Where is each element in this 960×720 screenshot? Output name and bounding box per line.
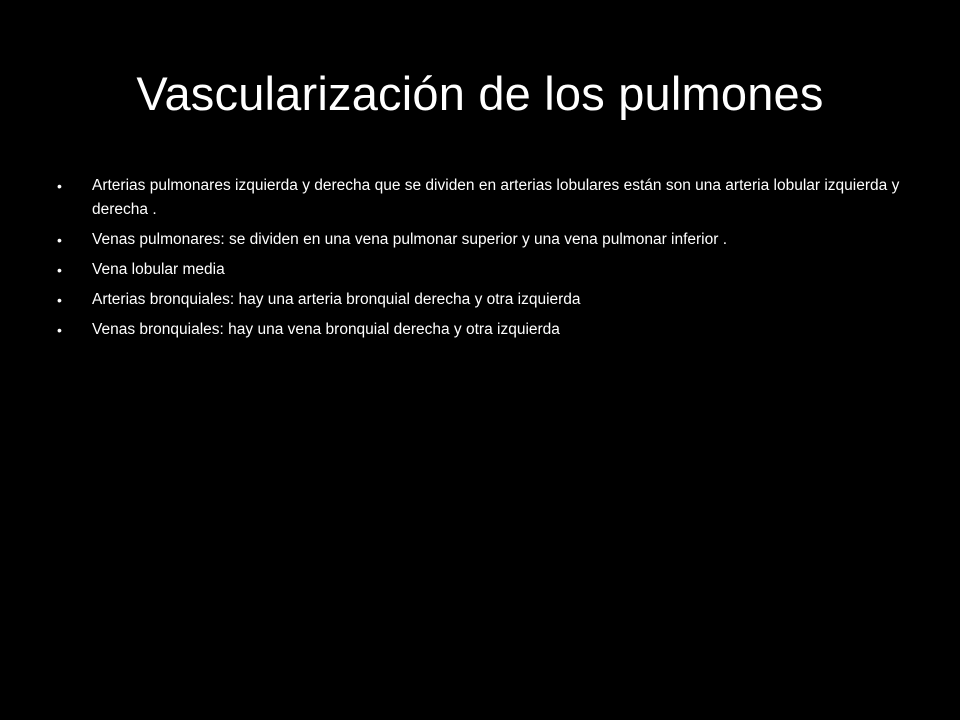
slide-title: Vascularización de los pulmones — [136, 67, 824, 120]
bullet-list — [57, 174, 907, 348]
bullet-text: Venas bronquiales: hay una vena bronquial derecha y otra izquierda — [92, 321, 560, 338]
bullet-text: Venas pulmonares: se dividen en una vena pulmonar superior y una vena pulmonar inferior . — [92, 231, 728, 248]
bullet-text: Arterias bronquiales: hay una arteria bronquial derecha y otra izquierda — [92, 291, 581, 308]
bullet-icon: • — [57, 178, 62, 194]
list-item — [57, 288, 907, 312]
bullet-icon: • — [57, 292, 62, 308]
list-item — [57, 318, 907, 342]
bullet-text: Vena lobular media — [92, 261, 225, 278]
list-item — [57, 258, 907, 282]
bullet-text: Arterias pulmonares izquierda y derecha que se dividen en arterias lobulares están son una arteria lobular izquierda y derecha . — [92, 177, 900, 218]
list-item — [57, 174, 907, 222]
bullet-icon: • — [57, 262, 62, 278]
bullet-icon: • — [57, 322, 62, 338]
bullet-icon: • — [57, 232, 62, 248]
list-item — [57, 228, 907, 252]
